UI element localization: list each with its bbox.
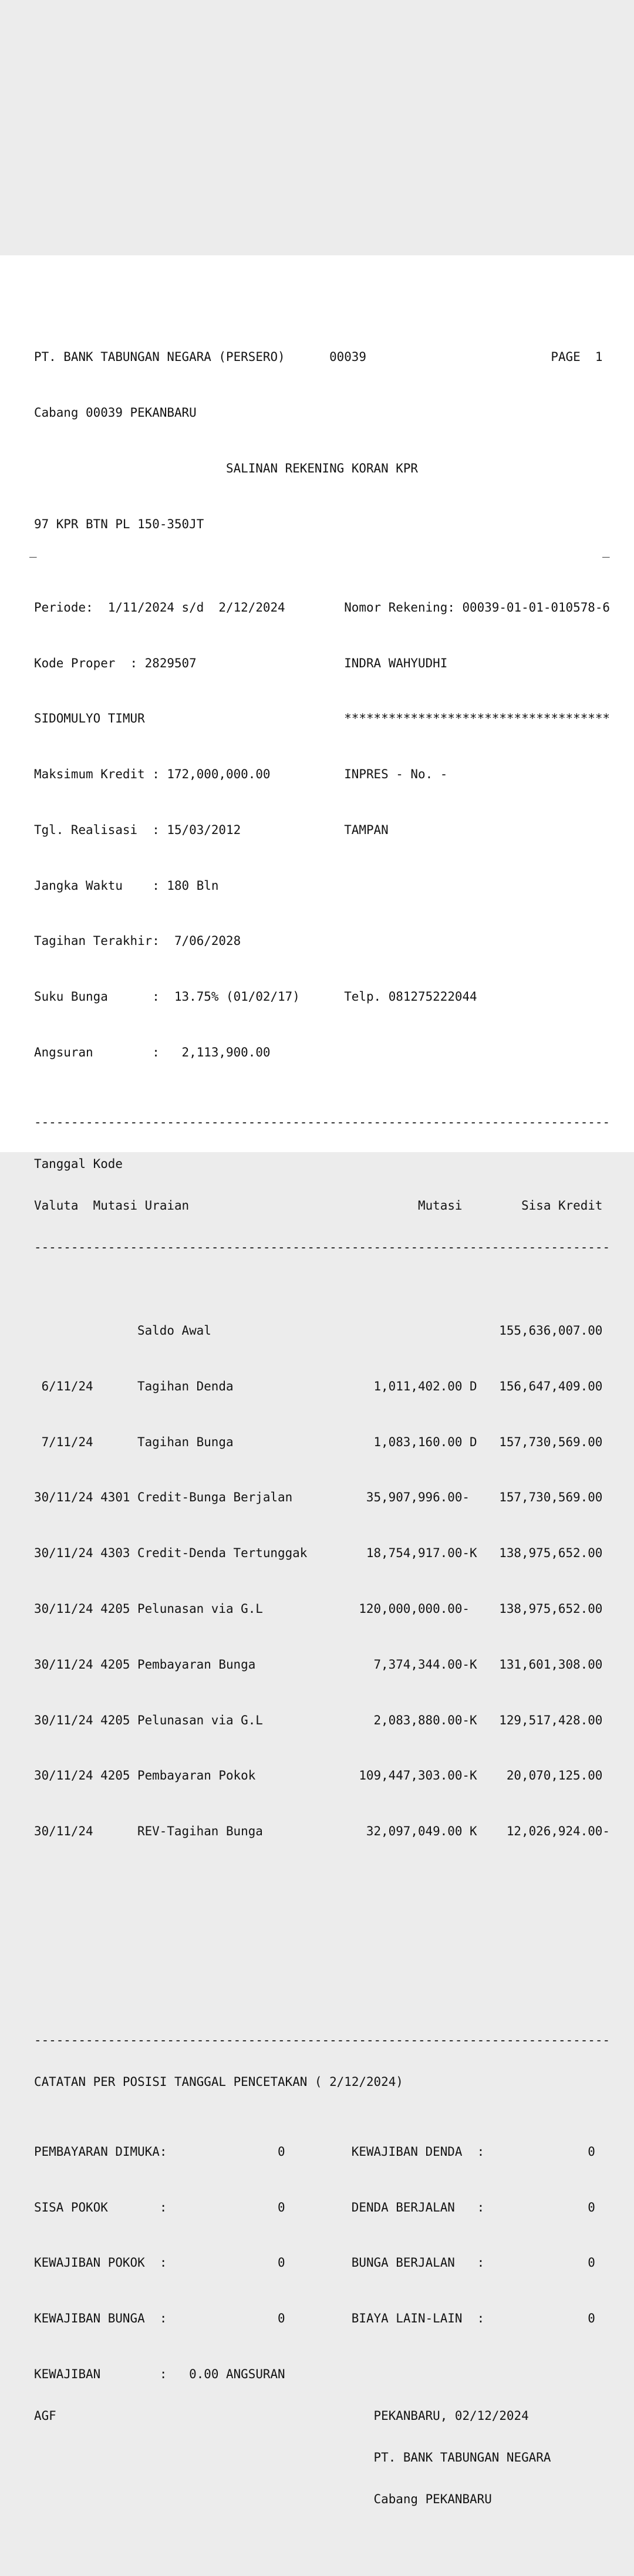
info-left: Tagihan Terakhir: 7/06/2028 [34, 934, 241, 948]
info-right: TAMPAN [344, 822, 389, 837]
note-row [34, 2145, 610, 2159]
info-row [34, 823, 610, 838]
transaction-row [34, 1491, 610, 1505]
statement-content [34, 309, 610, 2576]
transaction-row [34, 1380, 610, 1394]
note-right-label: KEWAJIBAN DENDA : [351, 2144, 485, 2159]
note-rows [34, 2117, 610, 2339]
txn-mutasi-flag: -K [462, 1713, 477, 1727]
note-row [34, 2256, 610, 2270]
txn-description: REV-Tagihan Bunga [137, 1824, 263, 1839]
note-right-value: 0 [588, 2311, 595, 2326]
transaction-row [34, 1658, 610, 1672]
txn-sisa-kredit: 129,517,428.00 [499, 1713, 603, 1727]
txn-description: Pelunasan via G.L [137, 1713, 263, 1727]
txn-description: Pelunasan via G.L [137, 1602, 263, 1616]
txn-mutasi-amount: 35,907,996.00 [366, 1490, 463, 1505]
note-right-value: 0 [588, 2200, 595, 2214]
note-right-label: BIAYA LAIN-LAIN : [351, 2311, 485, 2326]
note-left-label: KEWAJIBAN POKOK : [34, 2256, 167, 2270]
note-row [34, 2312, 610, 2326]
txn-date: 7/11/24 [41, 1434, 93, 1449]
txn-date: 30/11/24 [34, 1657, 93, 1672]
note-right-value: 0 [588, 2256, 595, 2270]
txn-date: 30/11/24 [34, 1824, 93, 1839]
info-row [34, 601, 610, 615]
txn-mutasi-amount: 1,083,160.00 [373, 1434, 463, 1449]
info-right: ************************************ [344, 711, 611, 726]
txn-sisa-kredit: 156,647,409.00 [499, 1379, 603, 1393]
txn-sisa-kredit: 20,070,125.00 [506, 1768, 603, 1783]
signature-branch: Cabang PEKANBARU [373, 2492, 492, 2507]
transaction-row [34, 1602, 610, 1616]
signature-company: PT. BANK TABUNGAN NEGARA [373, 2450, 551, 2465]
info-left: Suku Bunga : 13.75% (01/02/17) [34, 990, 300, 1004]
separator-line: ------------------------------------------------------------------------------ [34, 2033, 611, 2048]
table-header-row-1: Tanggal Kode [34, 1156, 123, 1171]
note-left-value: 0 [278, 2144, 285, 2159]
bank-statement-page [0, 255, 634, 2507]
bank-name: PT. BANK TABUNGAN NEGARA (PERSERO) [34, 350, 285, 364]
txn-sisa-flag: - [602, 1824, 610, 1839]
account-info-section [34, 573, 610, 1073]
txn-mutasi-amount: 109,447,303.00 [359, 1768, 463, 1783]
txn-sisa-kredit: 157,730,569.00 [499, 1490, 603, 1505]
table-header-row-2: Valuta Mutasi Uraian Mutasi Sisa Kredit [34, 1198, 603, 1213]
txn-code: 4205 [100, 1713, 130, 1727]
info-right: INDRA WAHYUDHI [344, 656, 448, 670]
txn-code: 4205 [100, 1657, 130, 1672]
agf-label: AGF [34, 2409, 56, 2423]
txn-description: Credit-Denda Tertunggak [137, 1546, 308, 1561]
txn-description: Tagihan Bunga [137, 1434, 234, 1449]
txn-mutasi-flag: K [462, 1824, 477, 1839]
note-left-value: 0 [278, 2200, 285, 2214]
note-right-label: BUNGA BERJALAN : [351, 2256, 485, 2270]
kewajiban-line: KEWAJIBAN : 0.00 ANGSURAN [34, 2366, 285, 2381]
txn-date: 30/11/24 [34, 1713, 93, 1727]
txn-mutasi-flag: D [462, 1434, 477, 1449]
info-right: Nomor Rekening: 00039-01-01-010578-6 [344, 600, 611, 615]
agf-line [34, 2409, 610, 2423]
info-row [34, 768, 610, 782]
txn-sisa-kredit: 138,975,652.00 [499, 1602, 603, 1616]
txn-code: 4301 [100, 1490, 130, 1505]
note-left-label: SISA POKOK : [34, 2200, 167, 2214]
txn-description: Tagihan Denda [137, 1379, 234, 1393]
txn-description: Credit-Bunga Berjalan [137, 1490, 293, 1505]
info-left: Maksimum Kredit : 172,000,000.00 [34, 767, 271, 782]
report-header-line [34, 350, 610, 364]
page-number: PAGE 1 [551, 350, 603, 364]
branch-line: Cabang 00039 PEKANBARU [34, 405, 197, 420]
txn-description: Saldo Awal [137, 1324, 211, 1338]
txn-mutasi-flag: D [462, 1379, 477, 1393]
txn-mutasi-flag: -K [462, 1546, 477, 1561]
txn-mutasi-flag: - [462, 1602, 470, 1616]
txn-sisa-kredit: 155,636,007.00 [499, 1324, 603, 1338]
catatan-title: CATATAN PER POSISI TANGGAL PENCETAKAN ( 2/12/2024) [34, 2075, 403, 2089]
txn-code: 4205 [100, 1602, 130, 1616]
note-left-label: PEMBAYARAN DIMUKA: [34, 2144, 167, 2159]
info-row [34, 712, 610, 726]
transactions-section [34, 1297, 610, 1853]
info-left: Angsuran : 2,113,900.00 [34, 1045, 271, 1060]
info-row [34, 1046, 610, 1060]
print-artifact-underscore-right: _ [602, 543, 610, 558]
txn-description: Pembayaran Pokok [137, 1768, 256, 1783]
transaction-row [34, 1825, 610, 1839]
txn-date: 30/11/24 [34, 1490, 93, 1505]
info-left: Periode: 1/11/2024 s/d 2/12/2024 [34, 600, 285, 615]
txn-sisa-kredit: 157,730,569.00 [499, 1434, 603, 1449]
info-left: Tgl. Realisasi : 15/03/2012 [34, 822, 241, 837]
txn-sisa-kredit: 131,601,308.00 [499, 1657, 603, 1672]
txn-mutasi-flag: - [462, 1490, 470, 1505]
txn-code: 4205 [100, 1768, 130, 1783]
txn-description: Pembayaran Bunga [137, 1657, 256, 1672]
txn-sisa-kredit: 138,975,652.00 [499, 1546, 603, 1561]
txn-code: 4303 [100, 1546, 130, 1561]
info-row [34, 657, 610, 671]
txn-sisa-kredit: 12,026,924.00 [506, 1824, 603, 1839]
note-left-value: 0 [278, 2256, 285, 2270]
note-right-label: DENDA BERJALAN : [351, 2200, 485, 2214]
transaction-row [34, 1547, 610, 1561]
txn-date: 30/11/24 [34, 1602, 93, 1616]
separator-line: ------------------------------------------------------------------------------ [34, 1115, 611, 1129]
info-row [34, 879, 610, 893]
separator-line: ------------------------------------------------------------------------------ [34, 1240, 611, 1254]
note-row [34, 2201, 610, 2215]
footer-notes-section [34, 2006, 610, 2535]
info-left: Jangka Waktu : 180 Bln [34, 878, 219, 893]
txn-mutasi-amount: 1,011,402.00 [373, 1379, 463, 1393]
info-row [34, 934, 610, 948]
info-right: INPRES - No. - [344, 767, 448, 782]
product-line: 97 KPR BTN PL 150-350JT [34, 516, 204, 531]
transaction-row [34, 1714, 610, 1728]
info-right: Telp. 081275222044 [344, 990, 477, 1004]
info-left: Kode Proper : 2829507 [34, 656, 197, 670]
transaction-row [34, 1324, 610, 1338]
note-right-value: 0 [588, 2144, 595, 2159]
txn-date: 30/11/24 [34, 1768, 93, 1783]
transaction-row [34, 1436, 610, 1450]
signature-city-date: PEKANBARU, 02/12/2024 [373, 2409, 529, 2423]
txn-mutasi-amount: 18,754,917.00 [366, 1546, 463, 1561]
print-artifact-underscore-left: _ [29, 543, 37, 558]
txn-date: 6/11/24 [41, 1379, 93, 1393]
note-left-label: KEWAJIBAN BUNGA : [34, 2311, 167, 2326]
txn-mutasi-flag: -K [462, 1768, 477, 1783]
report-title: SALINAN REKENING KORAN KPR [226, 461, 419, 475]
txn-mutasi-amount: 7,374,344.00 [373, 1657, 463, 1672]
txn-mutasi-amount: 32,097,049.00 [366, 1824, 463, 1839]
info-row [34, 990, 610, 1004]
txn-mutasi-amount: 2,083,880.00 [373, 1713, 463, 1727]
transaction-row [34, 1769, 610, 1783]
info-left: SIDOMULYO TIMUR [34, 711, 145, 726]
branch-code: 00039 [329, 350, 366, 364]
note-left-value: 0 [278, 2311, 285, 2326]
txn-mutasi-amount: 120,000,000.00 [359, 1602, 463, 1616]
txn-mutasi-flag: -K [462, 1657, 477, 1672]
txn-date: 30/11/24 [34, 1546, 93, 1561]
